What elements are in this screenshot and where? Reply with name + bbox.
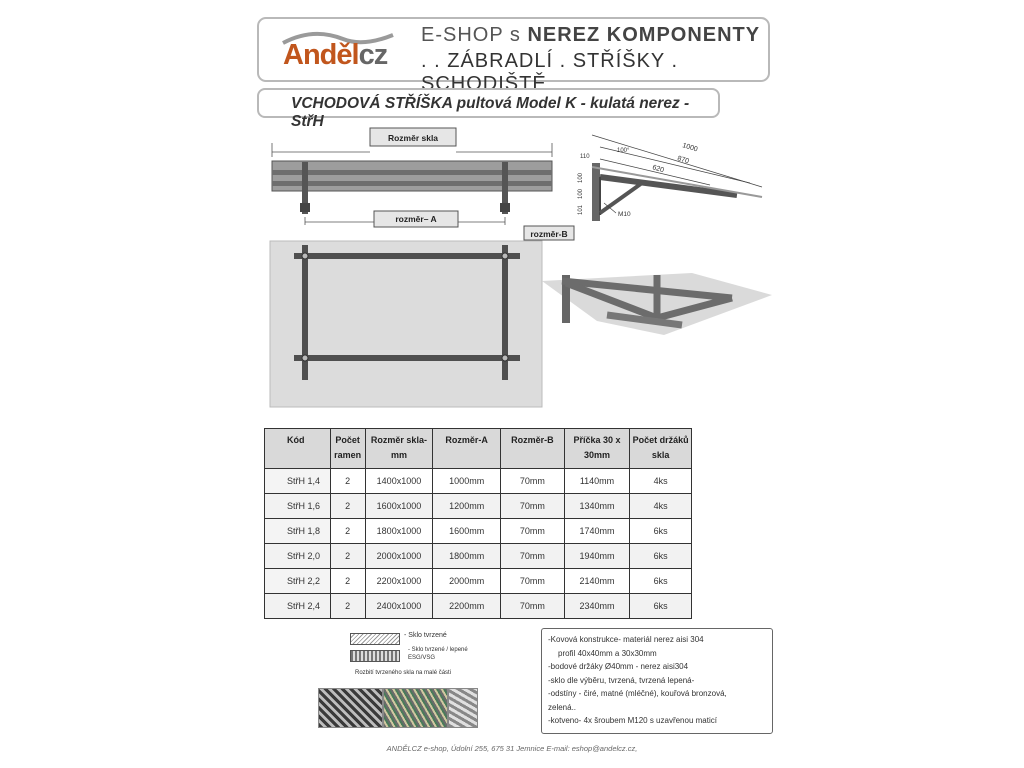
photo-caption: Rozbití tvrzeného skla na malé části (355, 670, 452, 676)
table-row (265, 519, 692, 544)
shop-tagline-prefix: E-SHOP s (421, 24, 528, 46)
glass-front (272, 161, 552, 191)
dim-870: 870 (676, 155, 690, 166)
table-cell: 2 (330, 469, 365, 494)
table-cell: 2 (330, 594, 365, 619)
logo-text (283, 39, 387, 72)
broken-glass-photo (318, 688, 383, 728)
table-cell: 2140mm (564, 569, 630, 594)
table-cell: 1340mm (564, 494, 630, 519)
table-cell: 70mm (501, 569, 565, 594)
table-cell: 70mm (501, 519, 565, 544)
table-cell: 2000mm (433, 569, 501, 594)
dim-1000: 1000 (681, 142, 699, 154)
footer-contact: ANDĚLCZ e-shop, Údolní 255, 675 31 Jemnice E-mail: eshop@andelcz.cz, (386, 744, 638, 753)
note-line: -kotveno- 4x šroubem M120 s uzavřenou maticí (548, 716, 717, 725)
table-cell: 1140mm (564, 469, 630, 494)
legend-tempered: - Sklo tvrzené (404, 632, 447, 639)
table-cell: 1800mm (433, 544, 501, 569)
header-banner (257, 17, 770, 95)
table-cell: StřH 1,4 (265, 469, 331, 494)
table-cell: 70mm (501, 544, 565, 569)
dim-angle: 100° (617, 148, 630, 154)
table-cell: 2200mm (433, 594, 501, 619)
andelcz-logo (273, 29, 413, 75)
dim-101: 101 (578, 204, 584, 215)
table-cell: 6ks (630, 569, 692, 594)
table-cell: 1000mm (433, 469, 501, 494)
note-line: zelená.. (548, 702, 577, 712)
table-cell: 6ks (630, 544, 692, 569)
dimension-a-label: rozměr– A (395, 214, 437, 224)
dim-110: 110 (580, 154, 590, 160)
table-cell: 1600mm (433, 519, 501, 544)
table-header-row (265, 429, 692, 469)
table-cell: 4ks (630, 494, 692, 519)
header-cell: Kód (265, 429, 331, 469)
note-line: -odstíny - čiré, matné (mléčné), kouřová bronzová, (548, 689, 727, 698)
laminated-glass-swatch (350, 650, 400, 662)
table-cell: 2000x1000 (365, 544, 433, 569)
dimension-b-label: rozměr-B (530, 229, 568, 239)
table-cell: 1800x1000 (365, 519, 433, 544)
table-cell: 4ks (630, 469, 692, 494)
top-view (270, 241, 542, 407)
table-cell: 6ks (630, 594, 692, 619)
bolt-label: M10 (618, 211, 631, 218)
table-row (265, 494, 692, 519)
dim-100a: 100 (578, 172, 584, 183)
table-cell: 2400x1000 (365, 594, 433, 619)
side-view (578, 135, 762, 221)
table-cell: 2 (330, 494, 365, 519)
table-cell: 70mm (501, 494, 565, 519)
dim-100b: 100 (578, 188, 584, 199)
note-line: -sklo dle výběru, tvrzená, tvrzená lepená- (548, 675, 695, 685)
wall-bracket (592, 163, 600, 221)
table-cell: StřH 1,8 (265, 519, 331, 544)
table-row (265, 544, 692, 569)
table-cell: StřH 2,0 (265, 544, 331, 569)
spec-table (264, 428, 692, 619)
header-cell: Rozměr skla-mm (365, 429, 433, 469)
header-cell: Počet držáků skla (630, 429, 692, 469)
tempered-glass-swatch (350, 633, 400, 645)
table-cell: StřH 2,4 (265, 594, 331, 619)
table-cell: 1740mm (564, 519, 630, 544)
front-view (272, 128, 574, 240)
product-title-box (257, 88, 720, 130)
table-cell: 1400x1000 (365, 469, 433, 494)
table-row (265, 469, 692, 494)
note-line: -bodové držáky Ø40mm - nerez aisi304 (548, 662, 689, 671)
dim-620: 620 (651, 164, 665, 175)
table-cell: 6ks (630, 519, 692, 544)
table-cell: 1940mm (564, 544, 630, 569)
table-cell: StřH 2,2 (265, 569, 331, 594)
broken-glass-photo (448, 688, 478, 728)
table-cell: 2340mm (564, 594, 630, 619)
glass-size-label: Rozměr skla (387, 133, 439, 143)
table-cell: 2 (330, 519, 365, 544)
header-cell: Počet ramen (330, 429, 365, 469)
header-cell: Rozměr-B (501, 429, 565, 469)
shop-tagline (421, 24, 760, 47)
table-cell: 70mm (501, 594, 565, 619)
table-cell: 1600x1000 (365, 494, 433, 519)
table-row (265, 569, 692, 594)
legend-laminated: - Sklo tvrzené / lepené ESG/VSG (408, 647, 468, 661)
notes-box (541, 628, 773, 734)
logo-suffix: cz (358, 39, 388, 71)
table-cell: 1200mm (433, 494, 501, 519)
technical-drawing (262, 125, 772, 415)
table-cell: 2 (330, 544, 365, 569)
table-row (265, 594, 692, 619)
table-cell: 2 (330, 569, 365, 594)
shop-tagline-bold: NEREZ KOMPONENTY (527, 24, 761, 46)
note-line: -Kovová konstrukce- materiál nerez aisi 304 (548, 635, 704, 644)
glass-top-view (270, 241, 542, 407)
header-cell: Příčka 30 x 30mm (564, 429, 630, 469)
note-line: profil 40x40mm a 30x30mm (558, 648, 657, 658)
3d-render (542, 273, 772, 335)
table-cell: 70mm (501, 469, 565, 494)
logo-main: Anděl (283, 39, 359, 71)
table-cell: 2200x1000 (365, 569, 433, 594)
broken-glass-photo (383, 688, 448, 728)
table-cell: StřH 1,6 (265, 494, 331, 519)
shop-categories: . . ZÁBRADLÍ . STŘÍŠKY . SCHODIŠTĚ (421, 50, 679, 95)
product-title: VCHODOVÁ STŘÍŠKA pultová Model K - kulatá nerez - StřH (291, 95, 690, 130)
header-cell: Rozměr-A (433, 429, 501, 469)
